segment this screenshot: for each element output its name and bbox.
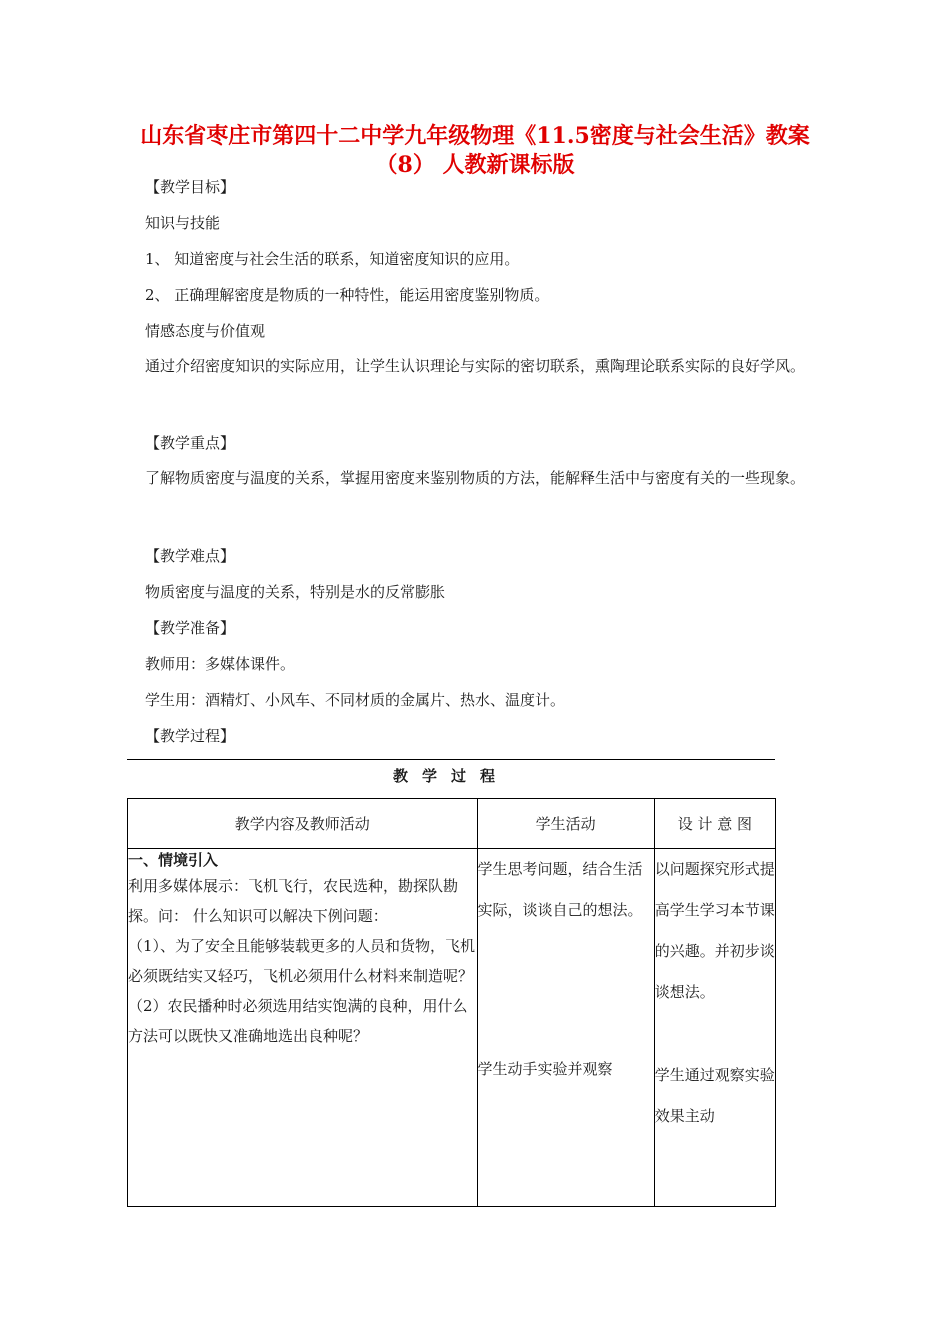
- design-intent-2: 学生通过观察实验效果主动: [654, 1066, 775, 1125]
- table-title: 教学过程: [392, 767, 509, 785]
- design-intent-1: 以问题探究形式提高学生学习本节课的兴趣。并初步谈谈想法。: [654, 860, 775, 1001]
- student-materials: 学生用：酒精灯、小风车、不同材质的金属片、热水、温度计。: [145, 691, 566, 709]
- process-header: 【教学过程】: [145, 727, 236, 745]
- student-activity-cell: [477, 849, 654, 1207]
- knowledge-header: 知识与技能: [145, 214, 221, 232]
- teaching-process-table: [127, 798, 776, 1207]
- student-activity-1: 学生思考问题，结合生活实际，谈谈自己的想法。: [477, 860, 643, 919]
- document-title: 山东省枣庄市第四十二中学九年级物理《11.5密度与社会生活》教案（8） 人教新课标版: [140, 123, 810, 178]
- table-row: [128, 849, 776, 1207]
- goal-item-1: 1、 知道密度与社会生活的联系，知道密度知识的应用。: [145, 250, 520, 268]
- emotion-header: 情感态度与价值观: [145, 322, 266, 340]
- preparation-header: 【教学准备】: [145, 619, 236, 637]
- difficulty-header: 【教学难点】: [145, 547, 236, 565]
- table-header-row: [128, 799, 776, 849]
- header-student-activity: 学生活动: [477, 799, 654, 849]
- section-title: 一、情境引入: [128, 851, 219, 869]
- question-1: （1）、为了安全且能够装载更多的人员和货物，飞机必须既结实又轻巧，飞机必须用什么材料来制造呢？: [128, 937, 476, 985]
- difficulty-text: 物质密度与温度的关系，特别是水的反常膨胀: [145, 583, 446, 601]
- teacher-materials: 教师用：多媒体课件。: [145, 655, 296, 673]
- goals-header: 【教学目标】: [145, 178, 236, 196]
- design-intent-cell: [654, 849, 775, 1207]
- key-points-header: 【教学重点】: [145, 434, 236, 452]
- teacher-activity-cell: [128, 849, 478, 1207]
- header-teacher-activity: 教学内容及教师活动: [128, 799, 478, 849]
- teacher-intro: 利用多媒体展示：飞机飞行，农民选种，勘探队勘探。问： 什么知识可以解决下例问题：: [128, 877, 459, 925]
- header-design-intent: 设 计 意 图: [654, 799, 775, 849]
- key-points-text: 了解物质密度与温度的关系，掌握用密度来鉴别物质的方法，能解释生活中与密度有关的一些现象。: [145, 469, 806, 487]
- student-activity-2: 学生动手实验并观察: [477, 1060, 613, 1078]
- goal-item-2: 2、 正确理解密度是物质的一种特性，能运用密度鉴别物质。: [145, 286, 550, 304]
- question-2: （2）农民播种时必须选用结实饱满的良种，用什么方法可以既快又准确地选出良种呢？: [128, 997, 468, 1045]
- emotion-text: 通过介绍密度知识的实际应用，让学生认识理论与实际的密切联系，熏陶理论联系实际的良好学风。: [145, 357, 806, 375]
- table-top-rule: [127, 759, 775, 760]
